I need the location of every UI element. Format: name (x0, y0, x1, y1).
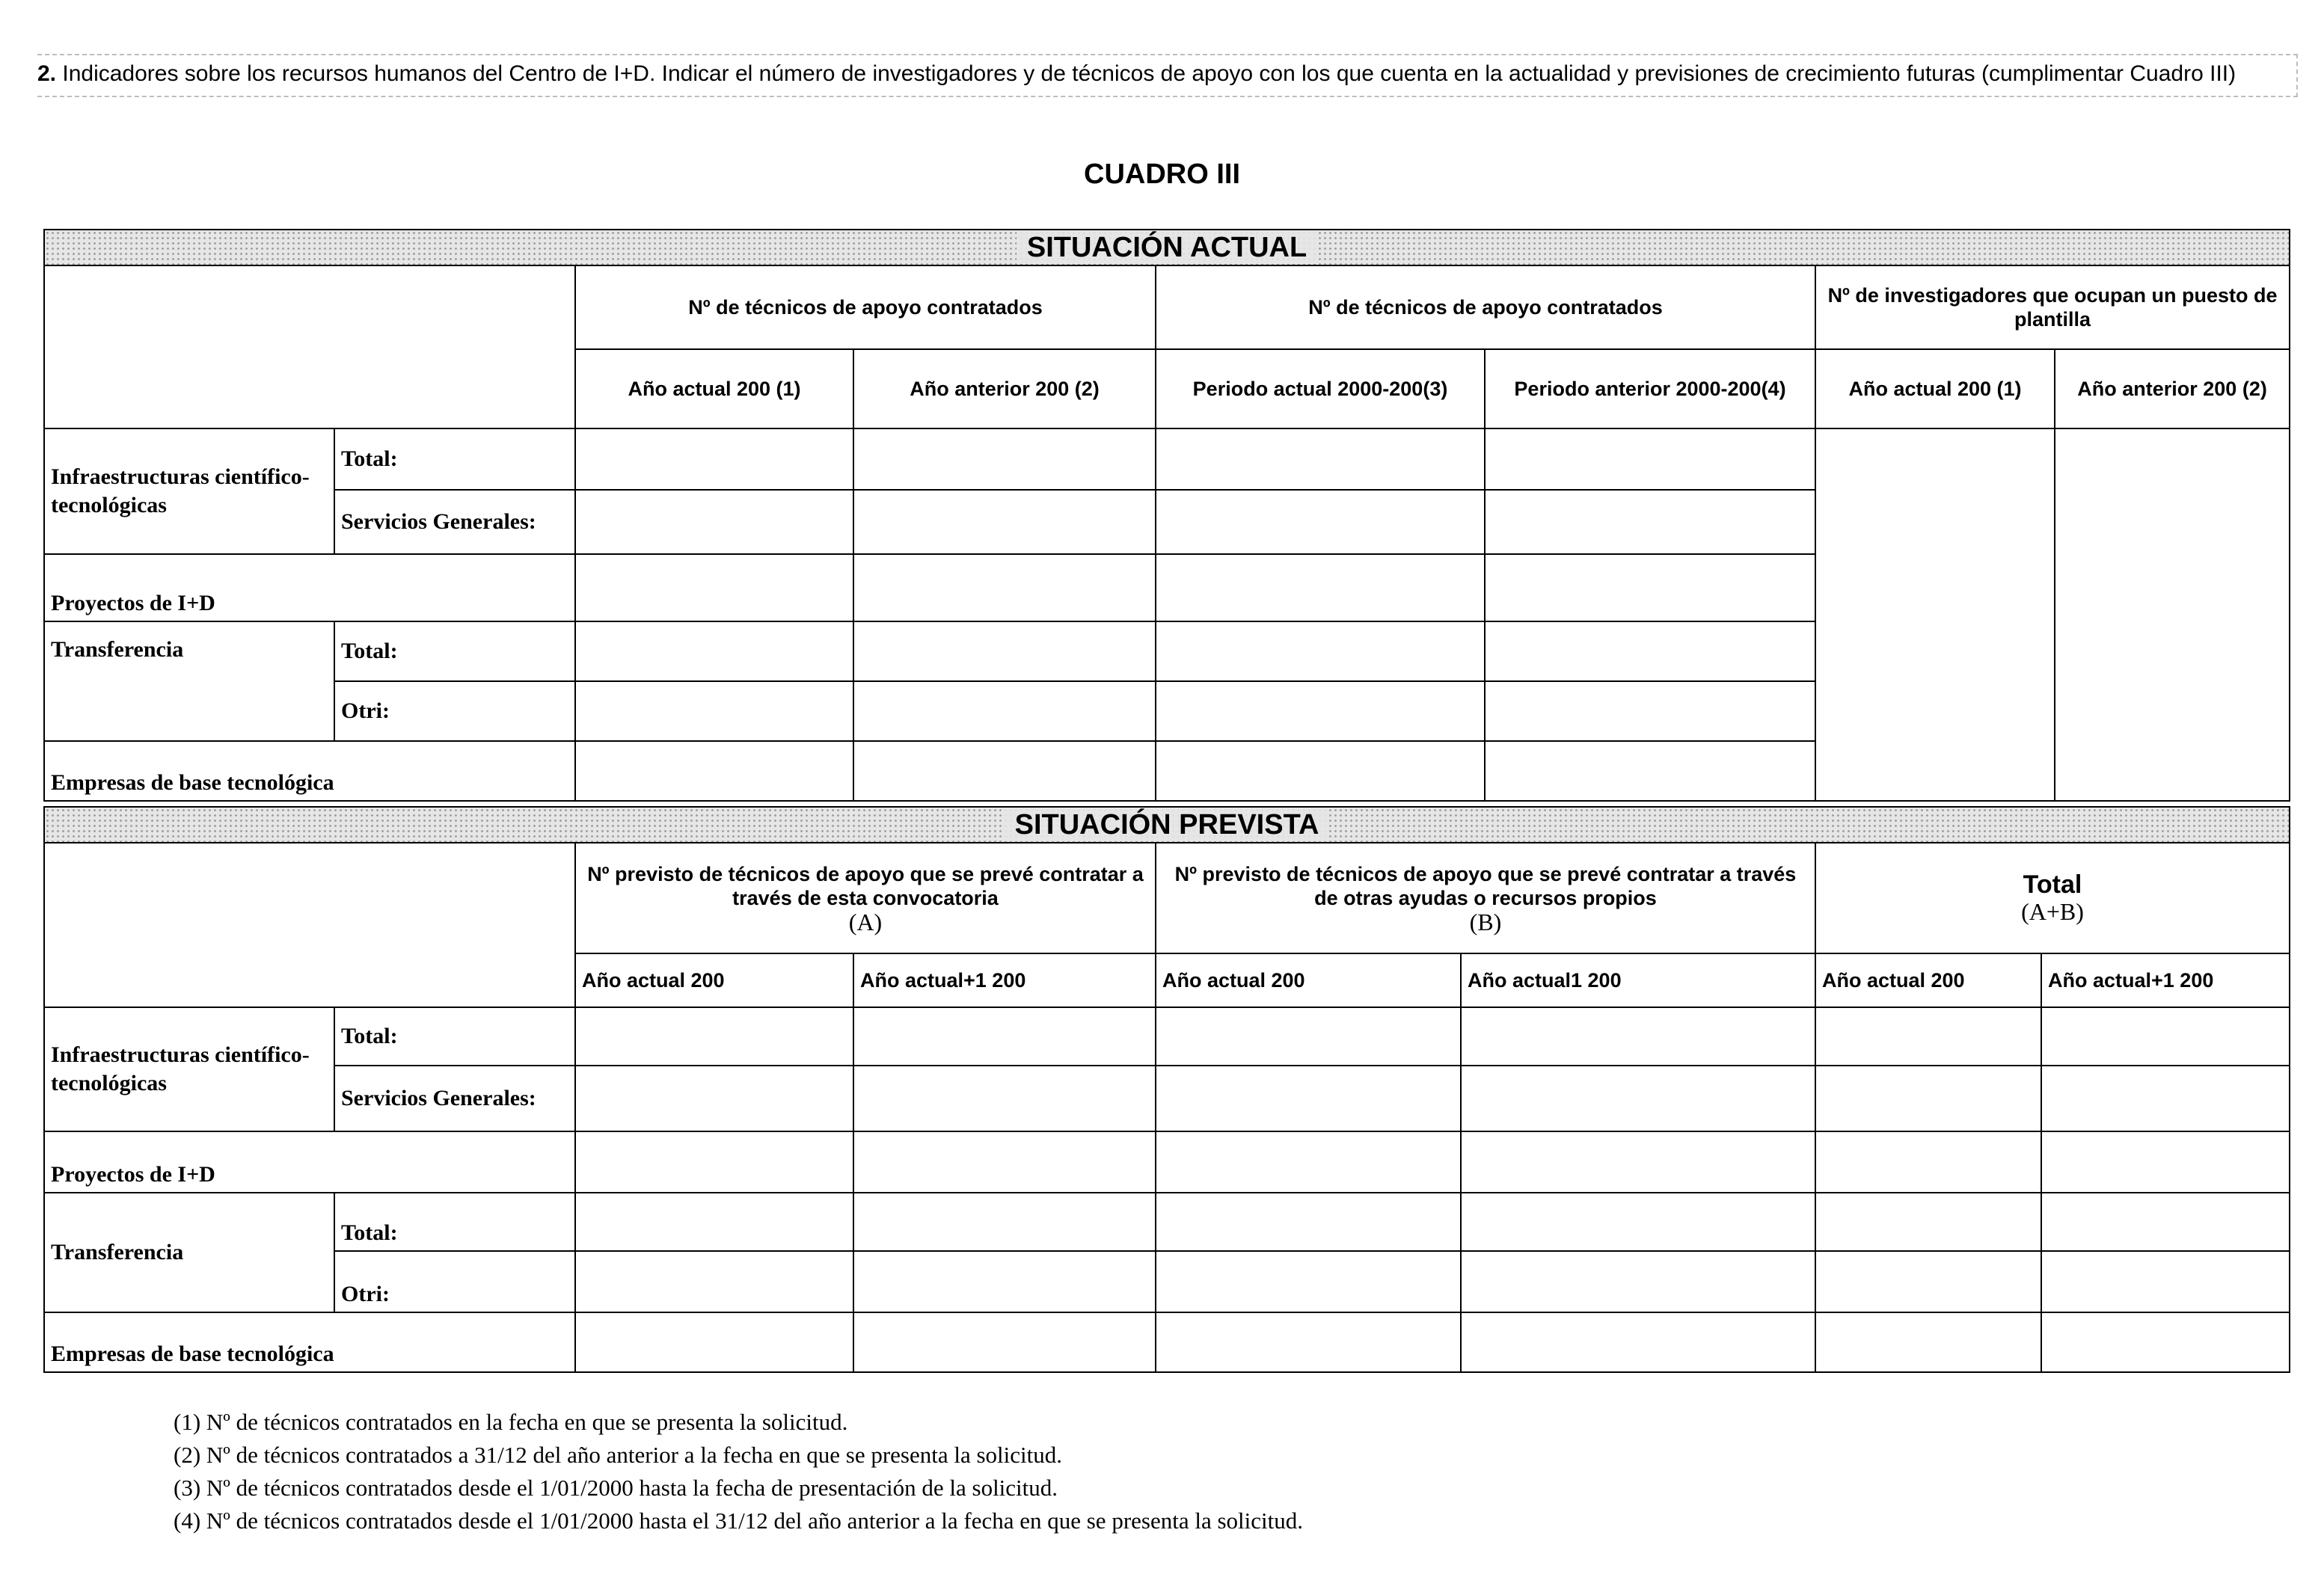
cell[interactable] (1156, 428, 1485, 490)
cell[interactable] (1815, 1066, 2041, 1131)
cell[interactable] (575, 490, 853, 554)
cell[interactable] (575, 621, 853, 681)
cell[interactable] (1461, 1193, 1815, 1251)
col-ano-anterior: Año anterior 200 (2) (853, 349, 1156, 428)
row-infraestructuras: Infraestructuras científico-tecnológicas (44, 1007, 334, 1131)
cell[interactable] (575, 741, 853, 801)
cell[interactable] (2041, 1193, 2290, 1251)
table-title: CUADRO III (1084, 159, 1240, 190)
cell[interactable] (2041, 1131, 2290, 1193)
cell[interactable] (1461, 1312, 1815, 1372)
col-inv-ano-actual: Año actual 200 (1) (1815, 349, 2055, 428)
group-b-tag: (B) (1469, 909, 1502, 935)
row-transf-total: Total: (334, 621, 575, 681)
total-label: Total (2023, 870, 2082, 899)
cell[interactable] (1156, 681, 1485, 741)
cell[interactable] (853, 490, 1156, 554)
cell[interactable] (1485, 741, 1815, 801)
cell[interactable] (1156, 490, 1485, 554)
section-intro (37, 54, 2298, 97)
cell[interactable] (853, 554, 1156, 621)
cell[interactable] (1156, 1251, 1461, 1312)
header-tecnicos-periodo: Nº de técnicos de apoyo contratados (1156, 265, 1815, 349)
row-infra-total: Total: (334, 428, 575, 490)
cell[interactable] (2041, 1312, 2290, 1372)
col-b-ano-siguiente: Año actual1 200 (1461, 953, 1815, 1007)
cell[interactable] (1156, 621, 1485, 681)
cell[interactable] (1485, 428, 1815, 490)
row-empresas: Empresas de base tecnológica (44, 741, 575, 801)
cell[interactable] (1815, 1312, 2041, 1372)
band-label: SITUACIÓN PREVISTA (1005, 808, 1330, 841)
group-b-label: Nº previsto de técnicos de apoyo que se prevé contratar a través de otras ayudas o recursos propios (1174, 863, 1797, 909)
header-blank (44, 843, 575, 1007)
band-label: SITUACIÓN ACTUAL (1017, 231, 1317, 264)
footnote: (2) Nº de técnicos contratados a 31/12 del año anterior a la fecha en que se presenta la solicitud. (174, 1442, 1063, 1468)
header-blank (44, 265, 575, 428)
situacion-prevista-table (43, 806, 2290, 1373)
cell[interactable] (1485, 621, 1815, 681)
col-a-ano-siguiente: Año actual+1 200 (853, 953, 1156, 1007)
row-transferencia: Transferencia (44, 1193, 334, 1312)
cell[interactable] (853, 1007, 1156, 1066)
footnotes (174, 1406, 1303, 1537)
col-t-ano-siguiente: Año actual+1 200 (2041, 953, 2290, 1007)
cell[interactable] (575, 554, 853, 621)
cell[interactable] (1461, 1007, 1815, 1066)
row-infra-total: Total: (334, 1007, 575, 1066)
situacion-actual-band (44, 230, 2290, 265)
header-tecnicos-anual: Nº de técnicos de apoyo contratados (575, 265, 1156, 349)
cell[interactable] (1485, 554, 1815, 621)
section-number: 2. (37, 61, 57, 86)
row-transf-total: Total: (334, 1193, 575, 1251)
cell[interactable] (1156, 741, 1485, 801)
cell[interactable] (853, 1066, 1156, 1131)
cell[interactable] (853, 681, 1156, 741)
situacion-prevista-band (44, 807, 2290, 843)
cell[interactable] (1815, 1193, 2041, 1251)
cell[interactable] (575, 1193, 853, 1251)
col-b-ano-actual: Año actual 200 (1156, 953, 1461, 1007)
header-investigadores: Nº de investigadores que ocupan un puesto de plantilla (1815, 265, 2290, 349)
cell[interactable] (853, 1131, 1156, 1193)
cell[interactable] (1815, 1251, 2041, 1312)
cell[interactable] (575, 1131, 853, 1193)
footnote: (3) Nº de técnicos contratados desde el 1/01/2000 hasta la fecha de presentación de la solicitud. (174, 1475, 1058, 1501)
cell[interactable] (575, 681, 853, 741)
row-transf-otri: Otri: (334, 1251, 575, 1312)
cell[interactable] (575, 1066, 853, 1131)
cell[interactable] (1485, 490, 1815, 554)
cell[interactable] (575, 1312, 853, 1372)
row-infra-servicios: Servicios Generales: (334, 490, 575, 554)
cell[interactable] (1156, 554, 1485, 621)
row-transf-otri: Otri: (334, 681, 575, 741)
cell[interactable] (853, 621, 1156, 681)
cell[interactable] (853, 741, 1156, 801)
cell[interactable] (1156, 1066, 1461, 1131)
cell[interactable] (1815, 1131, 2041, 1193)
cell[interactable] (2041, 1251, 2290, 1312)
cell[interactable] (1156, 1193, 1461, 1251)
cell[interactable] (1461, 1131, 1815, 1193)
col-inv-ano-anterior: Año anterior 200 (2) (2055, 349, 2290, 428)
footnote: (1) Nº de técnicos contratados en la fecha en que se presenta la solicitud. (174, 1409, 848, 1435)
cell[interactable] (575, 1251, 853, 1312)
cell[interactable] (1156, 1312, 1461, 1372)
row-proyectos: Proyectos de I+D (44, 554, 575, 621)
cell[interactable] (853, 1193, 1156, 1251)
row-transferencia: Transferencia (44, 621, 334, 741)
cell[interactable] (853, 428, 1156, 490)
total-tag: (A+B) (2021, 898, 2084, 925)
cell[interactable] (1815, 1007, 2041, 1066)
cell-investigadores-anterior[interactable] (2055, 428, 2290, 801)
row-proyectos: Proyectos de I+D (44, 1131, 575, 1193)
cell[interactable] (1461, 1066, 1815, 1131)
situacion-actual-table (43, 229, 2290, 802)
cell[interactable] (853, 1251, 1156, 1312)
row-empresas: Empresas de base tecnológica (44, 1312, 575, 1372)
col-t-ano-actual: Año actual 200 (1815, 953, 2041, 1007)
group-a-label: Nº previsto de técnicos de apoyo que se prevé contratar a través de esta convocatoria (587, 863, 1144, 909)
cell[interactable] (853, 1312, 1156, 1372)
section-description: Indicadores sobre los recursos humanos del Centro de I+D. Indicar el número de investigadores y de técnicos de apoyo con los que cuenta en la actualidad y previsiones de crecimiento futuras (cumplimentar Cuadro III) (56, 61, 2236, 86)
cell[interactable] (1461, 1251, 1815, 1312)
row-infra-servicios: Servicios Generales: (334, 1066, 575, 1131)
header-total (1815, 843, 2290, 953)
col-periodo-anterior: Periodo anterior 2000-200(4) (1485, 349, 1815, 428)
cell[interactable] (1485, 681, 1815, 741)
header-group-b (1156, 843, 1815, 953)
cell[interactable] (1156, 1131, 1461, 1193)
group-a-tag: (A) (848, 909, 883, 935)
footnote: (4) Nº de técnicos contratados desde el 1/01/2000 hasta el 31/12 del año anterior a la fecha en que se presenta la solicitud. (174, 1508, 1303, 1534)
row-infraestructuras: Infraestructuras científico-tecnológicas (44, 428, 334, 554)
col-ano-actual: Año actual 200 (1) (575, 349, 853, 428)
col-periodo-actual: Periodo actual 2000-200(3) (1156, 349, 1485, 428)
header-group-a (575, 843, 1156, 953)
cell-investigadores-actual[interactable] (1815, 428, 2055, 801)
col-a-ano-actual: Año actual 200 (575, 953, 853, 1007)
cell[interactable] (575, 428, 853, 490)
cell[interactable] (2041, 1007, 2290, 1066)
cell[interactable] (2041, 1066, 2290, 1131)
cell[interactable] (575, 1007, 853, 1066)
cell[interactable] (1156, 1007, 1461, 1066)
